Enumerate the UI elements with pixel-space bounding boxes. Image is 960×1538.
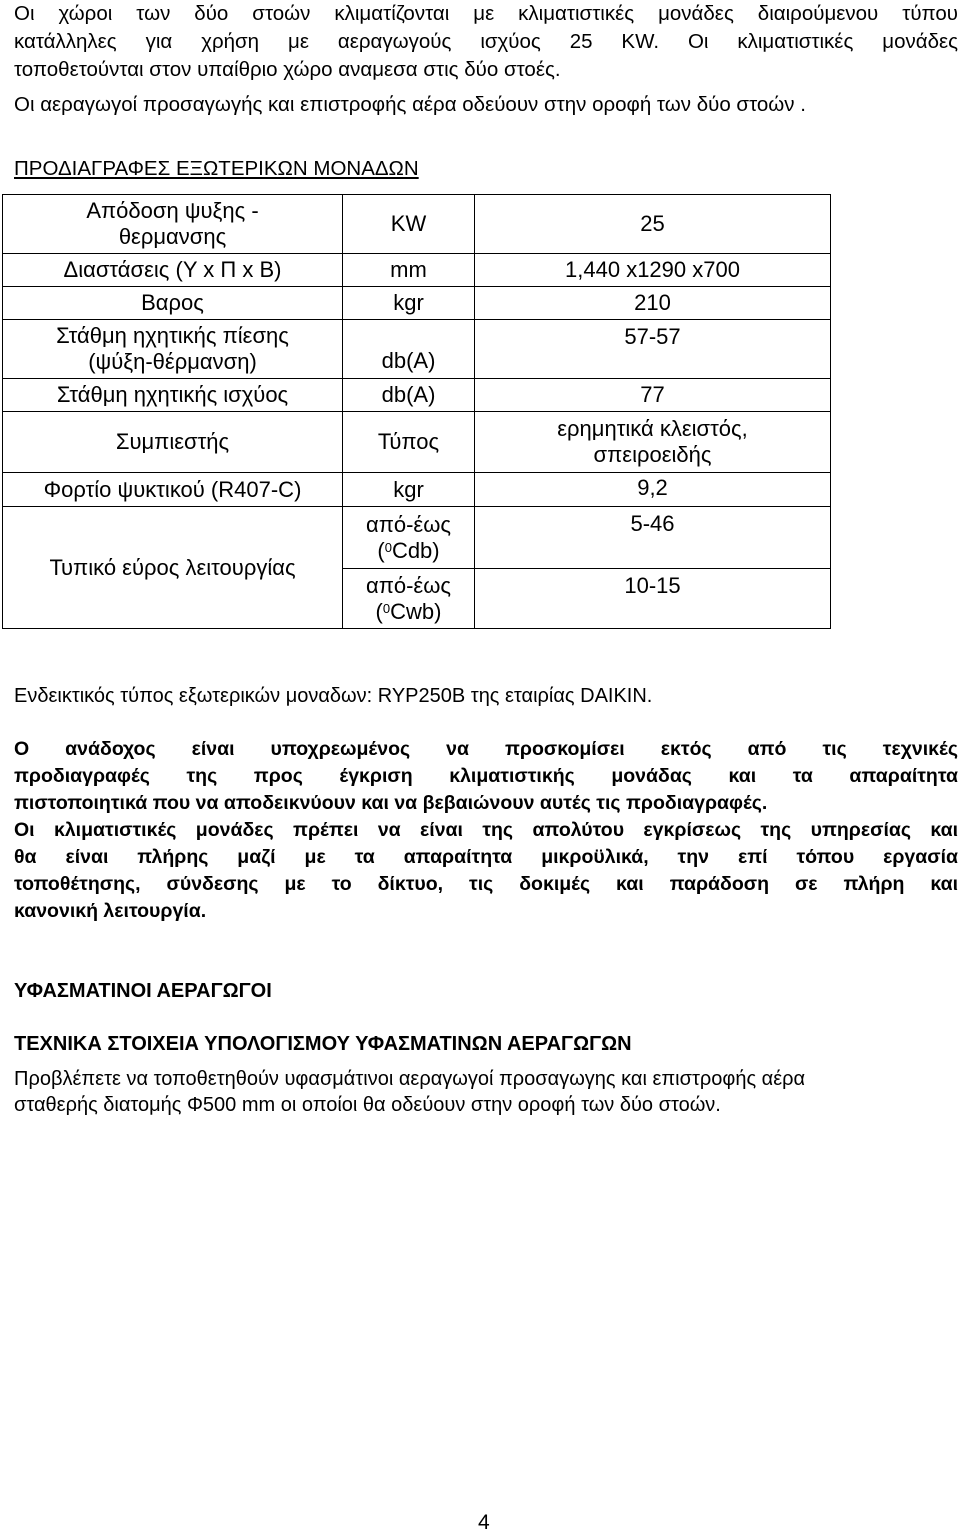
spec-label: Φορτίο ψυκτικού (R407-C) — [3, 473, 343, 507]
spec-unit: Τύπος — [343, 412, 475, 473]
specs-table — [2, 194, 831, 629]
spec-unit: mm — [343, 254, 475, 287]
spec-label: Συμπιεστής — [3, 412, 343, 473]
spec-unit: KW — [343, 195, 475, 254]
table-row — [3, 507, 831, 569]
contractor-paragraph: Ο ανάδοχος είναι υποχρεωμένος να προσκομίσει εκτός από τις τεχνικές προδιαγραφές της προς έγκριση κλιματιστικής μονάδας και τα απαραίτητα πιστοποιητικά που να αποδεικνύουν και να βεβαιώνουν αυτές τις προδιαγραφές. Οι κλιματιστικές μονάδες πρέπει να είναι της απολύτου εγκρίσεως της υπηρεσίας και θα είναι πλήρης μαζί με τα απαραίτητα μικροϋλικά, την επί τόπου εργασία τοποθέτησης, σύνδεσης με το δίκτυο, τις δοκιμές και παράδοση σε πλήρη και κανονική λειτουργία. — [14, 738, 958, 922]
table-row — [3, 320, 831, 379]
indicative-model: Ενδεικτικός τύπος εξωτερικών μοναδων: RYP250B της εταιρίας DAIKIN. — [14, 685, 653, 707]
spec-label: Απόδοση ψυξης - θερμανσης — [3, 195, 343, 254]
spec-value: 10-15 — [475, 569, 831, 629]
spec-value: 57-57 — [475, 320, 831, 379]
spec-label: Στάθμη ηχητικής ισχύος — [3, 379, 343, 412]
specs-heading: ΠΡΟΔΙΑΓΡΑΦΕΣ ΕΞΩΤΕΡΙΚΩΝ ΜΟΝΑΔΩΝ — [14, 157, 419, 180]
spec-unit: kgr — [343, 287, 475, 320]
spec-value: 5-46 — [475, 507, 831, 569]
spec-unit: db(A) — [343, 320, 475, 379]
spec-value: 77 — [475, 379, 831, 412]
table-row — [3, 473, 831, 507]
spec-label: Τυπικό εύρος λειτουργίας — [3, 507, 343, 629]
spec-unit: db(A) — [343, 379, 475, 412]
table-row — [3, 412, 831, 473]
intro-line: κατάλληλες για χρήση με αεραγωγούς ισχύος 25 KW. Οι κλιματιστικές μονάδες — [14, 30, 958, 53]
spec-value: 1,440 x1290 x700 — [475, 254, 831, 287]
spec-value: 9,2 — [475, 473, 831, 507]
spec-label: Διαστάσεις (Υ x Π x Β) — [3, 254, 343, 287]
spec-label: Στάθμη ηχητικής πίεσης (ψύξη-θέρμανση) — [3, 320, 343, 379]
spec-label: Βαρος — [3, 287, 343, 320]
page-number: 4 — [478, 1511, 490, 1534]
fabric-ducts-paragraph: Προβλέπετε να τοποθετηθούν υφασμάτινοι αεραγωγοί προσαγωγης και επιστροφής αέρα σταθερής διατομής Φ500 mm οι οποίοι θα οδεύουν στην οροφή των δύο στοών. — [14, 1068, 806, 1116]
table-row — [3, 287, 831, 320]
ducts-paragraph: Οι αεραγωγοί προσαγωγής και επιστροφής αέρα οδεύουν στην οροφή των δύο στοών . — [14, 93, 806, 116]
technical-data-heading: ΤΕΧΝΙΚΑ ΣΤΟΙΧΕΙΑ ΥΠΟΛΟΓΙΣΜΟΥ ΥΦΑΣΜΑΤΙΝΩΝ ΑΕΡΑΓΩΓΩΝ — [14, 1033, 632, 1055]
spec-unit: από-έως ($^0$Cwb) — [343, 569, 475, 629]
table-row — [3, 195, 831, 254]
intro-line: Οι χώροι των δύο στοών κλιματίζονται με κλιματιστικές μονάδες διαιρούμενου τύπου — [14, 2, 958, 25]
spec-value: 210 — [475, 287, 831, 320]
table-row — [3, 379, 831, 412]
spec-unit: kgr — [343, 473, 475, 507]
spec-unit: από-έως ($^0$Cdb) — [343, 507, 475, 569]
fabric-ducts-heading: ΥΦΑΣΜΑΤΙΝΟΙ ΑΕΡΑΓΩΓΟΙ — [14, 980, 272, 1002]
intro-paragraph — [14, 0, 958, 84]
spec-value: 25 — [475, 195, 831, 254]
intro-line: τοποθετούνται στον υπαίθριο χώρο αναμεσα στις δύο στοές. — [14, 58, 561, 81]
spec-value: ερημητικά κλειστός, σπειροειδής — [475, 412, 831, 473]
table-row — [3, 254, 831, 287]
